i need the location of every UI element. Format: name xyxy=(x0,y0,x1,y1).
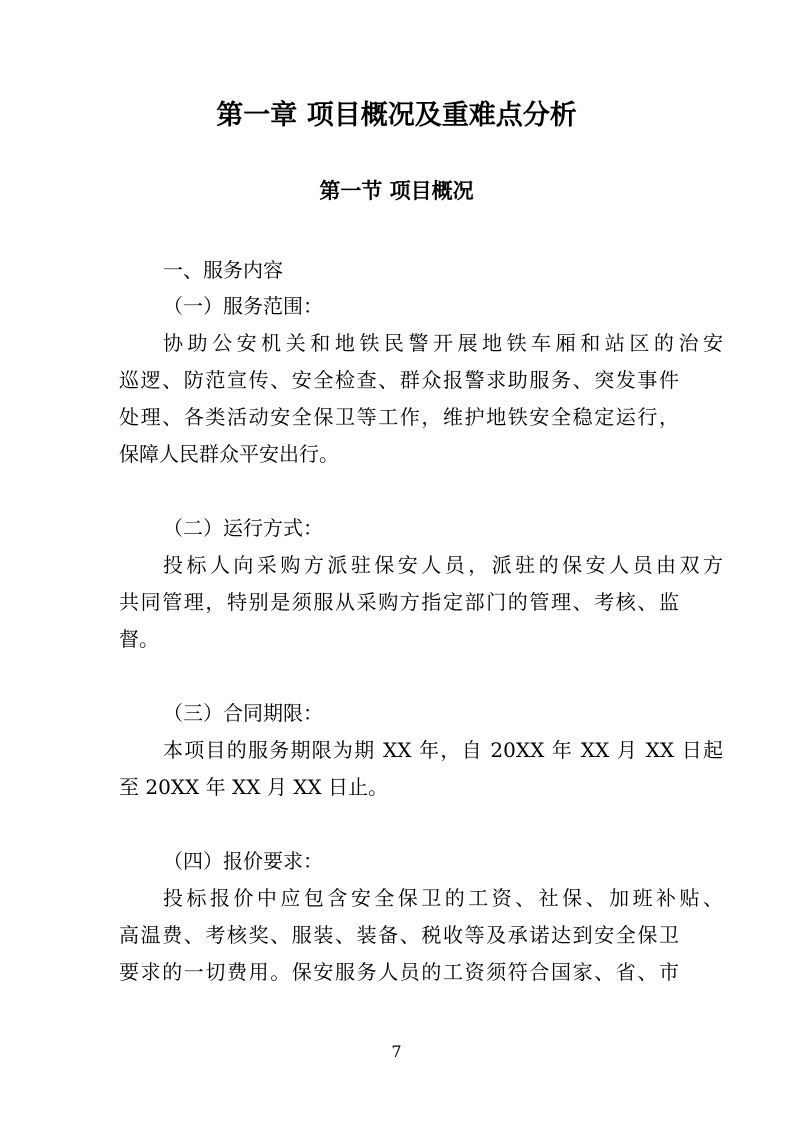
paragraph-line: 要求的一切费用。保安服务人员的工资须符合国家、省、市 xyxy=(119,960,679,984)
paragraph-line: 协助公安机关和地铁民警开展地铁车厢和站区的治安 xyxy=(163,331,723,355)
section-title: 第一节 项目概况 xyxy=(319,179,474,203)
page-number: 7 xyxy=(391,1042,402,1061)
subheading-operation-mode: （二）运行方式： xyxy=(163,516,323,540)
paragraph-line: 共同管理，特别是须服从采购方指定部门的管理、考核、监 xyxy=(119,590,679,614)
paragraph-line: 督。 xyxy=(119,627,159,651)
paragraph-line: 保障人民群众平安出行。 xyxy=(119,442,339,466)
paragraph-line: 至 20XX 年 XX 月 XX 日止。 xyxy=(119,775,389,799)
heading-service-content: 一、服务内容 xyxy=(163,258,283,282)
chapter-title: 第一章 项目概况及重难点分析 xyxy=(216,100,577,131)
paragraph-line: 投标报价中应包含安全保卫的工资、社保、加班补贴、 xyxy=(163,886,723,910)
paragraph-line: 处理、各类活动安全保卫等工作，维护地铁安全稳定运行， xyxy=(119,405,679,429)
paragraph-line: 投标人向采购方派驻保安人员，派驻的保安人员由双方 xyxy=(163,553,723,577)
paragraph-line: 巡逻、防范宣传、安全检查、群众报警求助服务、突发事件 xyxy=(119,368,679,392)
paragraph-line: 高温费、考核奖、服装、装备、税收等及承诺达到安全保卫 xyxy=(119,923,679,947)
subheading-service-scope: （一）服务范围： xyxy=(163,294,323,318)
paragraph-line: 本项目的服务期限为期 XX 年，自 20XX 年 XX 月 XX 日起 xyxy=(163,738,723,762)
subheading-contract-term: （三）合同期限： xyxy=(163,701,323,725)
subheading-quote-requirements: （四）报价要求： xyxy=(163,849,323,873)
